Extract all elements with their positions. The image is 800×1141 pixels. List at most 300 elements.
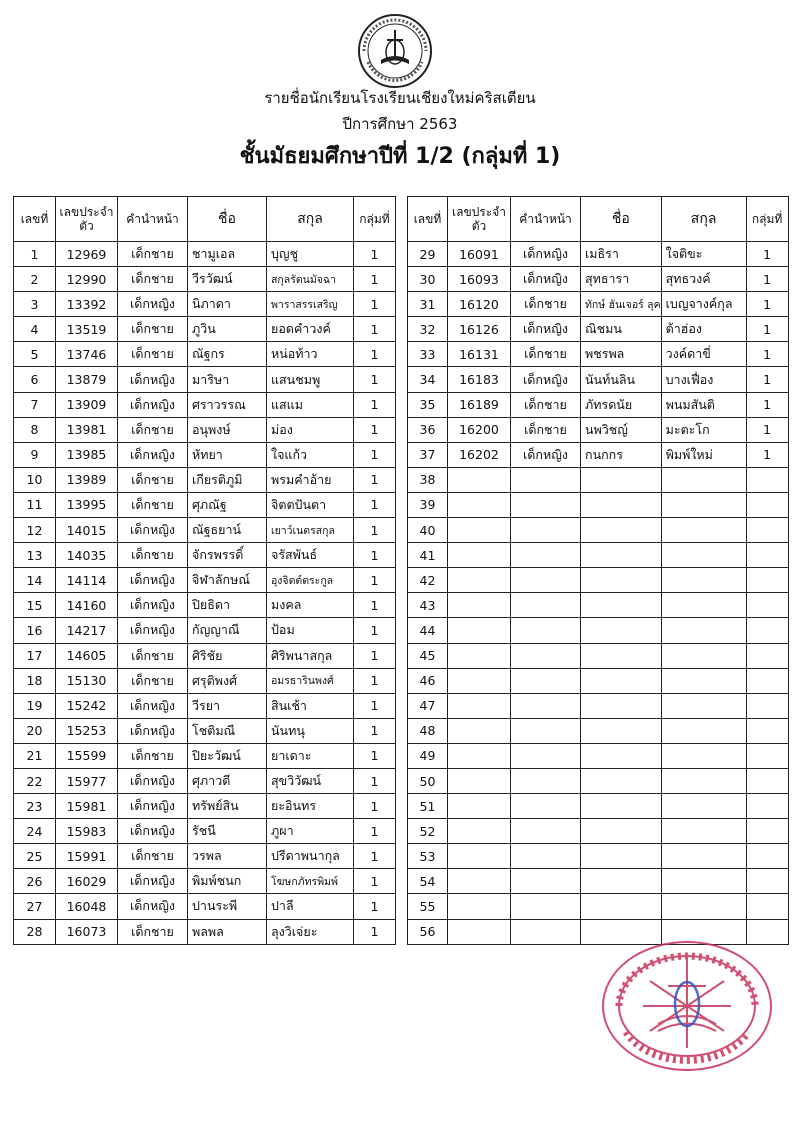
name-prefix-cell bbox=[511, 518, 581, 543]
last-name-cell bbox=[661, 543, 746, 568]
student-id-cell bbox=[448, 693, 511, 718]
first-name-cell: กัญญาณี bbox=[188, 618, 267, 643]
student-number-cell: 11 bbox=[14, 492, 56, 517]
first-name-cell: พลพล bbox=[188, 919, 267, 944]
school-name-heading: รายชื่อนักเรียนโรงเรียนเชียงใหม่คริสเตียน bbox=[264, 89, 536, 107]
first-name-cell bbox=[581, 844, 662, 869]
name-prefix-cell: เด็กชาย bbox=[118, 492, 188, 517]
group-number-cell: 1 bbox=[354, 668, 396, 693]
first-name-cell bbox=[581, 593, 662, 618]
first-name-cell bbox=[581, 618, 662, 643]
table-row bbox=[408, 518, 789, 543]
first-name-cell bbox=[581, 467, 662, 492]
table-row bbox=[14, 292, 396, 317]
first-name-cell: ภูวิน bbox=[188, 317, 267, 342]
table-row bbox=[14, 593, 396, 618]
table-row bbox=[408, 267, 789, 292]
student-number-cell: 17 bbox=[14, 643, 56, 668]
first-name-cell bbox=[581, 869, 662, 894]
student-id-cell bbox=[448, 668, 511, 693]
table-row bbox=[408, 643, 789, 668]
group-number-cell: 1 bbox=[354, 367, 396, 392]
group-number-cell: 1 bbox=[354, 518, 396, 543]
first-name-cell: พิมพ์ชนก bbox=[188, 869, 267, 894]
student-number-cell: 15 bbox=[14, 593, 56, 618]
last-name-cell bbox=[661, 618, 746, 643]
student-number-cell: 32 bbox=[408, 317, 448, 342]
first-name-cell: เมธิรา bbox=[581, 242, 662, 267]
last-name-cell: บุญชู bbox=[267, 242, 354, 267]
name-prefix-cell bbox=[511, 869, 581, 894]
table-row bbox=[14, 869, 396, 894]
student-id-cell: 15981 bbox=[56, 794, 118, 819]
student-number-cell: 14 bbox=[14, 568, 56, 593]
table-row bbox=[14, 718, 396, 743]
group-number-cell: 1 bbox=[354, 417, 396, 442]
group-number-cell: 1 bbox=[354, 342, 396, 367]
name-prefix-cell bbox=[511, 819, 581, 844]
student-id-cell: 15599 bbox=[56, 743, 118, 768]
table-row bbox=[14, 844, 396, 869]
name-prefix-cell: เด็กหญิง bbox=[118, 593, 188, 618]
table-row bbox=[408, 342, 789, 367]
first-name-cell: ศรุติพงศ์ bbox=[188, 668, 267, 693]
student-id-cell: 15977 bbox=[56, 768, 118, 793]
table-row bbox=[14, 618, 396, 643]
student-id-cell: 16126 bbox=[448, 317, 511, 342]
group-number-cell: 1 bbox=[746, 417, 788, 442]
group-number-cell bbox=[746, 768, 788, 793]
student-number-cell: 47 bbox=[408, 693, 448, 718]
group-number-cell: 1 bbox=[354, 317, 396, 342]
last-name-cell: แสแม bbox=[267, 392, 354, 417]
group-number-cell: 1 bbox=[746, 267, 788, 292]
table-row bbox=[408, 668, 789, 693]
table-row bbox=[408, 543, 789, 568]
table-row bbox=[408, 819, 789, 844]
first-name-cell: ภัทรดนัย bbox=[581, 392, 662, 417]
first-name-cell bbox=[581, 718, 662, 743]
last-name-cell: ภูผา bbox=[267, 819, 354, 844]
table-row bbox=[14, 543, 396, 568]
last-name-cell bbox=[661, 492, 746, 517]
name-prefix-cell: เด็กชาย bbox=[511, 392, 581, 417]
student-number-cell: 16 bbox=[14, 618, 56, 643]
student-number-cell: 46 bbox=[408, 668, 448, 693]
name-prefix-cell bbox=[511, 894, 581, 919]
last-name-cell bbox=[661, 693, 746, 718]
first-name-cell: ทักษ์ ฮันเจอร์ ลุค bbox=[581, 292, 662, 317]
col-header-group: กลุ่มที่ bbox=[746, 197, 788, 242]
student-number-cell: 22 bbox=[14, 768, 56, 793]
student-id-cell bbox=[448, 894, 511, 919]
col-header-id: เลขประจำตัว bbox=[56, 197, 118, 242]
table-row bbox=[14, 342, 396, 367]
first-name-cell: เกียรติภูมิ bbox=[188, 467, 267, 492]
student-number-cell: 25 bbox=[14, 844, 56, 869]
group-number-cell: 1 bbox=[354, 593, 396, 618]
first-name-cell bbox=[581, 543, 662, 568]
first-name-cell: มาริษา bbox=[188, 367, 267, 392]
student-id-cell bbox=[448, 467, 511, 492]
table-row bbox=[14, 442, 396, 467]
group-number-cell bbox=[746, 743, 788, 768]
student-id-cell: 16073 bbox=[56, 919, 118, 944]
first-name-cell: จักรพรรดิ์ bbox=[188, 543, 267, 568]
group-number-cell bbox=[746, 492, 788, 517]
group-number-cell bbox=[746, 593, 788, 618]
last-name-cell: นันทนุ bbox=[267, 718, 354, 743]
last-name-cell bbox=[661, 593, 746, 618]
group-number-cell: 1 bbox=[354, 392, 396, 417]
student-id-cell bbox=[448, 593, 511, 618]
student-id-cell: 15130 bbox=[56, 668, 118, 693]
name-prefix-cell bbox=[511, 467, 581, 492]
student-id-cell: 14160 bbox=[56, 593, 118, 618]
first-name-cell: พชรพล bbox=[581, 342, 662, 367]
first-name-cell: วีรวัฒน์ bbox=[188, 267, 267, 292]
student-number-cell: 41 bbox=[408, 543, 448, 568]
group-number-cell: 1 bbox=[354, 618, 396, 643]
group-number-cell: 1 bbox=[746, 342, 788, 367]
student-number-cell: 26 bbox=[14, 869, 56, 894]
group-number-cell: 1 bbox=[354, 292, 396, 317]
student-number-cell: 6 bbox=[14, 367, 56, 392]
col-header-group: กลุ่มที่ bbox=[354, 197, 396, 242]
last-name-cell bbox=[661, 668, 746, 693]
last-name-cell: ยะอินทร bbox=[267, 794, 354, 819]
student-number-cell: 3 bbox=[14, 292, 56, 317]
student-id-cell: 13909 bbox=[56, 392, 118, 417]
student-number-cell: 7 bbox=[14, 392, 56, 417]
student-id-cell: 13981 bbox=[56, 417, 118, 442]
name-prefix-cell: เด็กชาย bbox=[118, 668, 188, 693]
student-id-cell: 14015 bbox=[56, 518, 118, 543]
first-name-cell: วีรยา bbox=[188, 693, 267, 718]
student-id-cell: 13879 bbox=[56, 367, 118, 392]
table-row bbox=[14, 643, 396, 668]
student-number-cell: 13 bbox=[14, 543, 56, 568]
student-number-cell: 1 bbox=[14, 242, 56, 267]
last-name-cell bbox=[661, 894, 746, 919]
student-id-cell: 16131 bbox=[448, 342, 511, 367]
group-number-cell bbox=[746, 844, 788, 869]
group-number-cell: 1 bbox=[354, 718, 396, 743]
student-id-cell bbox=[448, 543, 511, 568]
table-row bbox=[14, 743, 396, 768]
group-number-cell: 1 bbox=[746, 242, 788, 267]
name-prefix-cell bbox=[511, 844, 581, 869]
first-name-cell: หัทยา bbox=[188, 442, 267, 467]
last-name-cell: ศิริพนาสกุล bbox=[267, 643, 354, 668]
first-name-cell bbox=[581, 643, 662, 668]
first-name-cell: นพวิชญ์ bbox=[581, 417, 662, 442]
student-id-cell: 14114 bbox=[56, 568, 118, 593]
table-row bbox=[408, 618, 789, 643]
first-name-cell: อนุพงษ์ bbox=[188, 417, 267, 442]
table-row bbox=[408, 869, 789, 894]
first-name-cell: วรพล bbox=[188, 844, 267, 869]
student-id-cell: 16091 bbox=[448, 242, 511, 267]
group-number-cell bbox=[746, 618, 788, 643]
table-row bbox=[408, 417, 789, 442]
last-name-cell: เบญจางค์กุล bbox=[661, 292, 746, 317]
student-number-cell: 5 bbox=[14, 342, 56, 367]
last-name-cell: มงคล bbox=[267, 593, 354, 618]
student-id-cell: 16183 bbox=[448, 367, 511, 392]
group-number-cell: 1 bbox=[354, 768, 396, 793]
group-number-cell bbox=[746, 467, 788, 492]
name-prefix-cell: เด็กหญิง bbox=[118, 869, 188, 894]
last-name-cell bbox=[661, 467, 746, 492]
first-name-cell: สุทธารา bbox=[581, 267, 662, 292]
last-name-cell: ใจติขะ bbox=[661, 242, 746, 267]
table-row bbox=[408, 242, 789, 267]
name-prefix-cell: เด็กหญิง bbox=[511, 267, 581, 292]
name-prefix-cell: เด็กหญิง bbox=[118, 718, 188, 743]
last-name-cell: ต้าฮ่อง bbox=[661, 317, 746, 342]
name-prefix-cell: เด็กหญิง bbox=[118, 518, 188, 543]
last-name-cell: พิมพ์ใหม่ bbox=[661, 442, 746, 467]
last-name-cell: บางเฟื่อง bbox=[661, 367, 746, 392]
table-row bbox=[14, 392, 396, 417]
name-prefix-cell bbox=[511, 718, 581, 743]
name-prefix-cell: เด็กชาย bbox=[118, 919, 188, 944]
name-prefix-cell: เด็กหญิง bbox=[118, 894, 188, 919]
student-number-cell: 18 bbox=[14, 668, 56, 693]
last-name-cell: ใจแก้ว bbox=[267, 442, 354, 467]
student-id-cell: 16120 bbox=[448, 292, 511, 317]
student-id-cell: 12969 bbox=[56, 242, 118, 267]
group-number-cell: 1 bbox=[354, 894, 396, 919]
name-prefix-cell: เด็กชาย bbox=[511, 292, 581, 317]
group-number-cell bbox=[746, 568, 788, 593]
table-row bbox=[408, 442, 789, 467]
table-row bbox=[14, 467, 396, 492]
last-name-cell: สกุลรัตนมัจฉา bbox=[267, 267, 354, 292]
group-number-cell: 1 bbox=[354, 869, 396, 894]
name-prefix-cell: เด็กชาย bbox=[118, 267, 188, 292]
last-name-cell bbox=[661, 794, 746, 819]
student-id-cell bbox=[448, 919, 511, 944]
name-prefix-cell: เด็กชาย bbox=[118, 317, 188, 342]
last-name-cell: ปาลี bbox=[267, 894, 354, 919]
table-row bbox=[14, 768, 396, 793]
student-number-cell: 49 bbox=[408, 743, 448, 768]
last-name-cell bbox=[661, 643, 746, 668]
student-id-cell: 13746 bbox=[56, 342, 118, 367]
student-id-cell: 14605 bbox=[56, 643, 118, 668]
student-number-cell: 20 bbox=[14, 718, 56, 743]
first-name-cell: ปิยธิดา bbox=[188, 593, 267, 618]
student-id-cell: 13519 bbox=[56, 317, 118, 342]
student-id-cell bbox=[448, 743, 511, 768]
student-number-cell: 44 bbox=[408, 618, 448, 643]
table-row bbox=[14, 242, 396, 267]
table-row bbox=[408, 844, 789, 869]
name-prefix-cell: เด็กหญิง bbox=[118, 819, 188, 844]
group-number-cell: 1 bbox=[354, 743, 396, 768]
student-id-cell: 12990 bbox=[56, 267, 118, 292]
last-name-cell: ยาเดาะ bbox=[267, 743, 354, 768]
student-id-cell: 16093 bbox=[448, 267, 511, 292]
name-prefix-cell: เด็กชาย bbox=[118, 417, 188, 442]
name-prefix-cell bbox=[511, 492, 581, 517]
group-number-cell: 1 bbox=[354, 242, 396, 267]
table-row bbox=[14, 794, 396, 819]
table-row bbox=[408, 467, 789, 492]
last-name-cell bbox=[661, 568, 746, 593]
name-prefix-cell: เด็กหญิง bbox=[118, 442, 188, 467]
student-number-cell: 33 bbox=[408, 342, 448, 367]
first-name-cell bbox=[581, 894, 662, 919]
student-id-cell: 13392 bbox=[56, 292, 118, 317]
col-header-prefix: คำนำหน้า bbox=[511, 197, 581, 242]
table-row bbox=[14, 317, 396, 342]
col-header-no: เลขที่ bbox=[14, 197, 56, 242]
name-prefix-cell bbox=[511, 593, 581, 618]
student-id-cell bbox=[448, 819, 511, 844]
name-prefix-cell: เด็กหญิง bbox=[118, 292, 188, 317]
group-number-cell: 1 bbox=[354, 467, 396, 492]
student-id-cell: 15253 bbox=[56, 718, 118, 743]
first-name-cell: กนกกร bbox=[581, 442, 662, 467]
table-row bbox=[14, 919, 396, 944]
student-number-cell: 50 bbox=[408, 768, 448, 793]
student-number-cell: 52 bbox=[408, 819, 448, 844]
last-name-cell: ปรีดาพนากุล bbox=[267, 844, 354, 869]
table-row bbox=[14, 668, 396, 693]
group-number-cell bbox=[746, 869, 788, 894]
name-prefix-cell: เด็กหญิง bbox=[511, 442, 581, 467]
first-name-cell: นันท์นลิน bbox=[581, 367, 662, 392]
last-name-cell: ลุงวิเจ่ยะ bbox=[267, 919, 354, 944]
student-number-cell: 55 bbox=[408, 894, 448, 919]
student-number-cell: 39 bbox=[408, 492, 448, 517]
group-number-cell: 1 bbox=[354, 693, 396, 718]
group-number-cell bbox=[746, 543, 788, 568]
group-number-cell: 1 bbox=[746, 292, 788, 317]
student-number-cell: 51 bbox=[408, 794, 448, 819]
student-number-cell: 31 bbox=[408, 292, 448, 317]
table-row bbox=[408, 768, 789, 793]
name-prefix-cell bbox=[511, 743, 581, 768]
student-number-cell: 37 bbox=[408, 442, 448, 467]
name-prefix-cell: เด็กชาย bbox=[511, 417, 581, 442]
student-number-cell: 38 bbox=[408, 467, 448, 492]
group-number-cell: 1 bbox=[354, 267, 396, 292]
table-header-row bbox=[14, 197, 396, 242]
name-prefix-cell: เด็กหญิง bbox=[118, 768, 188, 793]
table-row bbox=[14, 367, 396, 392]
group-number-cell: 1 bbox=[354, 844, 396, 869]
student-id-cell bbox=[448, 568, 511, 593]
student-number-cell: 35 bbox=[408, 392, 448, 417]
group-number-cell: 1 bbox=[746, 392, 788, 417]
student-id-cell bbox=[448, 718, 511, 743]
table-row bbox=[408, 718, 789, 743]
last-name-cell: พาราสรรเสริญ bbox=[267, 292, 354, 317]
student-number-cell: 34 bbox=[408, 367, 448, 392]
col-header-last-name: สกุล bbox=[661, 197, 746, 242]
group-number-cell: 1 bbox=[354, 543, 396, 568]
student-id-cell bbox=[448, 492, 511, 517]
student-id-cell: 13995 bbox=[56, 492, 118, 517]
table-row bbox=[14, 568, 396, 593]
first-name-cell bbox=[581, 492, 662, 517]
student-id-cell: 16048 bbox=[56, 894, 118, 919]
student-id-cell: 16029 bbox=[56, 869, 118, 894]
name-prefix-cell: เด็กหญิง bbox=[118, 794, 188, 819]
name-prefix-cell: เด็กหญิง bbox=[118, 568, 188, 593]
first-name-cell: ศราวรรณ bbox=[188, 392, 267, 417]
group-number-cell bbox=[746, 718, 788, 743]
table-row bbox=[408, 894, 789, 919]
school-stamp bbox=[598, 936, 776, 1076]
table-row bbox=[408, 693, 789, 718]
name-prefix-cell: เด็กชาย bbox=[118, 743, 188, 768]
student-number-cell: 29 bbox=[408, 242, 448, 267]
student-number-cell: 12 bbox=[14, 518, 56, 543]
student-id-cell bbox=[448, 869, 511, 894]
first-name-cell: ทรัพย์สิน bbox=[188, 794, 267, 819]
student-number-cell: 48 bbox=[408, 718, 448, 743]
student-number-cell: 30 bbox=[408, 267, 448, 292]
student-number-cell: 19 bbox=[14, 693, 56, 718]
table-row bbox=[14, 492, 396, 517]
first-name-cell: ชามูเอล bbox=[188, 242, 267, 267]
first-name-cell bbox=[581, 668, 662, 693]
name-prefix-cell: เด็กชาย bbox=[118, 342, 188, 367]
student-id-cell bbox=[448, 768, 511, 793]
student-id-cell: 15242 bbox=[56, 693, 118, 718]
last-name-cell: อมรธารินพงศ์ bbox=[267, 668, 354, 693]
first-name-cell bbox=[581, 518, 662, 543]
last-name-cell bbox=[661, 819, 746, 844]
student-number-cell: 36 bbox=[408, 417, 448, 442]
col-header-first-name: ชื่อ bbox=[581, 197, 662, 242]
table-row bbox=[14, 894, 396, 919]
first-name-cell: นิภาดา bbox=[188, 292, 267, 317]
student-number-cell: 53 bbox=[408, 844, 448, 869]
student-number-cell: 43 bbox=[408, 593, 448, 618]
table-row bbox=[408, 794, 789, 819]
student-number-cell: 56 bbox=[408, 919, 448, 944]
name-prefix-cell: เด็กหญิง bbox=[511, 317, 581, 342]
first-name-cell bbox=[581, 693, 662, 718]
last-name-cell: วงค์ดาขี่ bbox=[661, 342, 746, 367]
first-name-cell: รัชนี bbox=[188, 819, 267, 844]
last-name-cell: เยาว์เนตรสกุล bbox=[267, 518, 354, 543]
group-number-cell: 1 bbox=[746, 442, 788, 467]
group-number-cell: 1 bbox=[354, 492, 396, 517]
roster-body-left bbox=[14, 242, 396, 945]
name-prefix-cell bbox=[511, 643, 581, 668]
table-row bbox=[408, 292, 789, 317]
first-name-cell: ณัฐกร bbox=[188, 342, 267, 367]
last-name-cell bbox=[661, 844, 746, 869]
first-name-cell bbox=[581, 768, 662, 793]
student-id-cell bbox=[448, 794, 511, 819]
student-number-cell: 24 bbox=[14, 819, 56, 844]
last-name-cell: พรมคำอ้าย bbox=[267, 467, 354, 492]
name-prefix-cell: เด็กชาย bbox=[118, 643, 188, 668]
name-prefix-cell: เด็กหญิง bbox=[118, 392, 188, 417]
student-id-cell: 15991 bbox=[56, 844, 118, 869]
first-name-cell: โชติมณี bbox=[188, 718, 267, 743]
table-row bbox=[14, 693, 396, 718]
student-number-cell: 8 bbox=[14, 417, 56, 442]
